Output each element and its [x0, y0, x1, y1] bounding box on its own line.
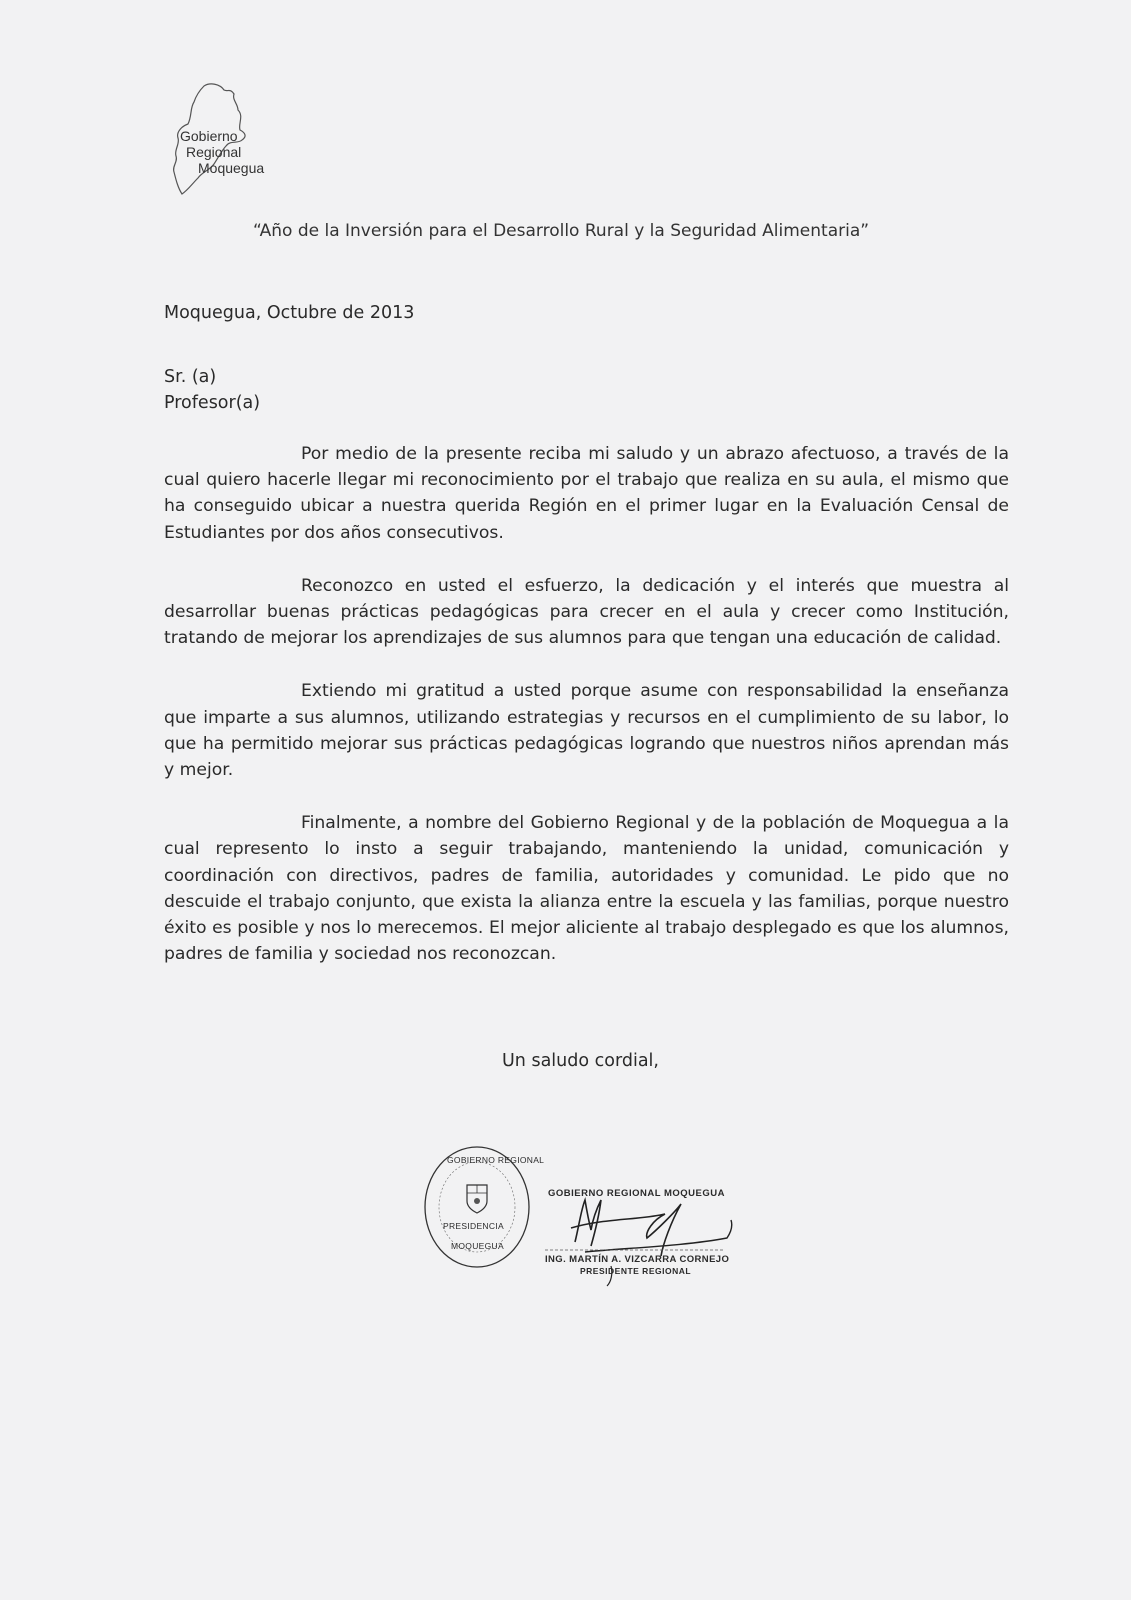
body-paragraph: Extiendo mi gratitud a usted porque asume con responsabilidad la enseñanza que imparte a sus alumnos, utilizando estrategias y recursos en el cumplimiento de su labor, lo que ha permitido mejorar sus prácticas pedagógicas logrando que nuestros niños aprendan más y mejor. — [164, 681, 1009, 781]
signatory-name: ING. MARTÍN A. VIZCARRA CORNEJO — [545, 1254, 730, 1265]
logo-line-3: Moquegua — [198, 160, 265, 176]
recipient — [164, 364, 260, 416]
logo-line-2: Regional — [186, 144, 242, 160]
seal-ring-bottom: MOQUEGUA — [451, 1241, 504, 1251]
recipient-line-1: Sr. (a) — [164, 367, 217, 387]
year-motto: “Año de la Inversión para el Desarrollo Rural y la Seguridad Alimentaria” — [253, 221, 870, 241]
recipient-line-2: Profesor(a) — [164, 393, 261, 413]
signature-organization: GOBIERNO REGIONAL MOQUEGUA — [548, 1188, 725, 1199]
regional-government-logo — [168, 80, 298, 200]
body-paragraph: Reconozco en usted el esfuerzo, la dedicación y el interés que muestra al desarrollar buenas prácticas pedagógicas para crecer en el aula y crecer como Institución, tratando de mejorar los aprendizajes de sus alumnos para que tengan una educación de calidad. — [164, 575, 1009, 649]
seal-ring-top: GOBIERNO REGIONAL — [447, 1155, 545, 1165]
logo-line-1: Gobierno — [180, 128, 238, 144]
coat-of-arms-icon — [467, 1185, 487, 1213]
body-paragraph: Por medio de la presente reciba mi saludo y un abrazo afectuoso, a través de la cual quiero hacerle llegar mi reconocimiento por el trabajo que realiza en su aula, el mismo que ha conseguido ubicar a nuestra querida Región en el primer lugar en la Evaluación Censal de Estudiantes por dos años consecutivos. — [164, 444, 1009, 543]
signature-block — [545, 1182, 755, 1292]
closing-salutation: Un saludo cordial, — [502, 1051, 659, 1071]
seal-center-label: PRESIDENCIA — [443, 1221, 504, 1231]
letter-body — [164, 441, 1009, 994]
signatory-title: PRESIDENTE REGIONAL — [580, 1266, 692, 1276]
body-paragraph: Finalmente, a nombre del Gobierno Regional y de la población de Moquegua a la cual represento lo insto a seguir trabajando, manteniendo la unidad, comunicación y coordinación con directivos, padres de familia, autoridades y comunidad. Le pido que no descuide el trabajo conjunto, que exista la alianza entre la escuela y las familias, porque nuestro éxito es posible y nos lo merecemos. El mejor aliciente al trabajo desplegado es que los alumnos, padres de familia y sociedad nos reconozcan. — [164, 813, 1009, 965]
official-seal — [421, 1141, 545, 1269]
place-date: Moquegua, Octubre de 2013 — [164, 303, 415, 323]
